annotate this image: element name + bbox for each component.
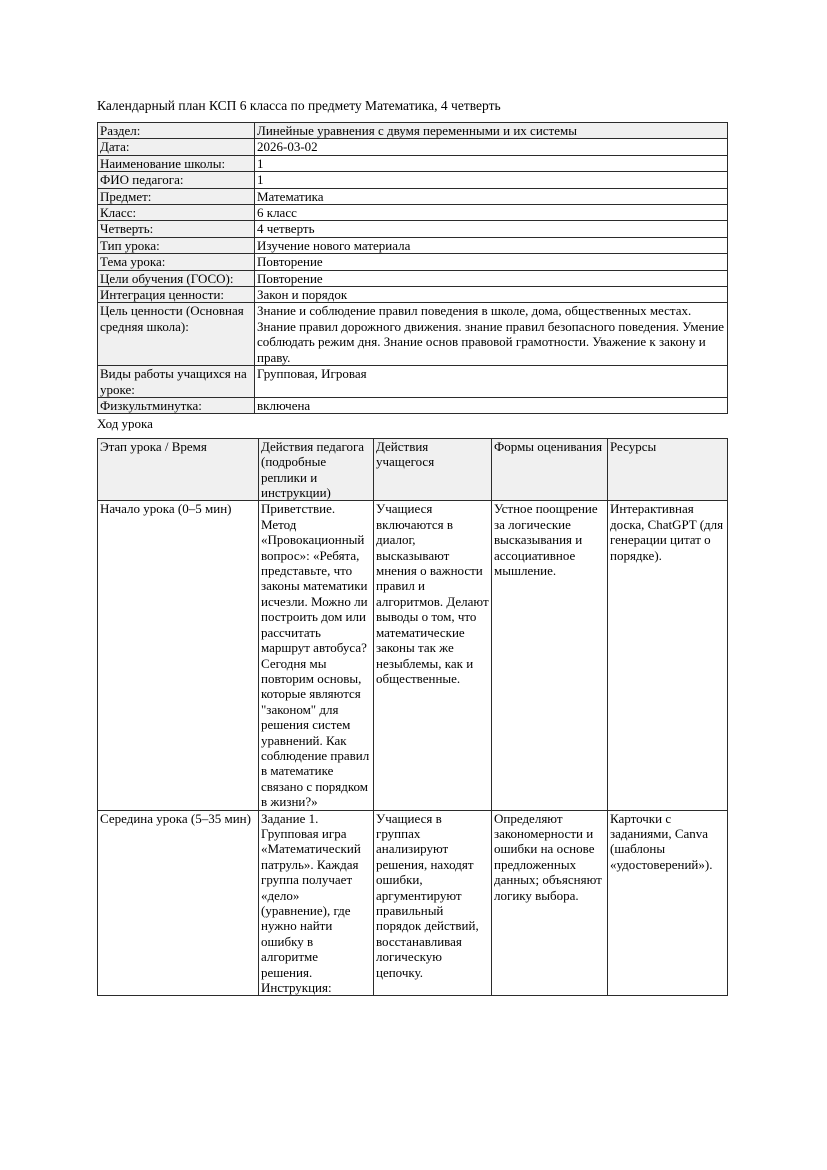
info-row (98, 123, 728, 139)
info-label: Тип урока: (98, 237, 255, 253)
teacher-actions-cell: Приветствие. Метод «Провокационный вопрос»: «Ребята, представьте, что законы математики исчезли. Можно ли построить дом или рассчитать маршрут автобуса? Сегодня мы повторим основы, которые являются "законом" для решения систем уравнений. Как соблюдение правил в математике связано с порядком в жизни?» (259, 501, 374, 810)
info-value: включена (255, 397, 728, 413)
column-header-student-actions: Действия учащегося (374, 438, 492, 501)
info-row (98, 237, 728, 253)
info-value: Линейные уравнения с двумя переменными и их системы (255, 123, 728, 139)
info-value: Групповая, Игровая (255, 366, 728, 398)
info-row (98, 155, 728, 171)
flow-header-row (98, 438, 728, 501)
info-row (98, 303, 728, 366)
student-actions-cell: Учащиеся в группах анализируют решения, находят ошибки, аргументируют правильный порядок действий, восстанавливая логическую цепочку. (374, 810, 492, 996)
resources-cell: Интерактивная доска, ChatGPT (для генерации цитат о порядке). (608, 501, 728, 810)
info-label: ФИО педагога: (98, 172, 255, 188)
info-label: Раздел: (98, 123, 255, 139)
info-label: Предмет: (98, 188, 255, 204)
info-row (98, 287, 728, 303)
info-value: 2026-03-02 (255, 139, 728, 155)
assessment-cell: Определяют закономерности и ошибки на основе предложенных данных; объясняют логику выбора. (492, 810, 608, 996)
info-label: Цель ценности (Основная средняя школа): (98, 303, 255, 366)
info-row (98, 172, 728, 188)
resources-cell: Карточки с заданиями, Canva (шаблоны «удостоверений»). (608, 810, 728, 996)
info-row (98, 139, 728, 155)
lesson-flow-table (97, 438, 728, 997)
lesson-info-table (97, 122, 728, 414)
column-header-assessment: Формы оценивания (492, 438, 608, 501)
info-value: 1 (255, 172, 728, 188)
column-header-stage: Этап урока / Время (98, 438, 259, 501)
info-label: Четверть: (98, 221, 255, 237)
column-header-teacher-actions: Действия педагога (подробные реплики и инструкции) (259, 438, 374, 501)
stage-cell: Начало урока (0–5 мин) (98, 501, 259, 810)
info-value: 1 (255, 155, 728, 171)
flow-row (98, 810, 728, 996)
info-label: Виды работы учащихся на уроке: (98, 366, 255, 398)
info-row (98, 188, 728, 204)
info-value: Закон и порядок (255, 287, 728, 303)
info-value: Математика (255, 188, 728, 204)
info-label: Цели обучения (ГОСО): (98, 270, 255, 286)
info-row (98, 221, 728, 237)
info-row (98, 397, 728, 413)
info-row (98, 270, 728, 286)
teacher-actions-cell: Задание 1. Групповая игра «Математический патруль». Каждая группа получает «дело» (уравнение), где нужно найти ошибку в алгоритме решения. Инструкция: (259, 810, 374, 996)
document-content (97, 98, 727, 996)
section-label: Ход урока (97, 416, 153, 432)
info-row (98, 205, 728, 221)
stage-cell: Середина урока (5–35 мин) (98, 810, 259, 996)
column-header-resources: Ресурсы (608, 438, 728, 501)
info-label: Тема урока: (98, 254, 255, 270)
info-row (98, 366, 728, 398)
info-value: Повторение (255, 270, 728, 286)
info-value: 6 класс (255, 205, 728, 221)
page-title: Календарный план КСП 6 класса по предмету Математика, 4 четверть (97, 98, 501, 113)
info-value: Изучение нового материала (255, 237, 728, 253)
info-label: Наименование школы: (98, 155, 255, 171)
info-row (98, 254, 728, 270)
info-label: Класс: (98, 205, 255, 221)
info-value: 4 четверть (255, 221, 728, 237)
info-value: Знание и соблюдение правил поведения в школе, дома, общественных местах. Знание правил дорожного движения. знание правил безопасного поведения. Умение соблюдать режим дня. Знание основ правовой грамотности. Уважение к закону и праву. (255, 303, 728, 366)
info-label: Интеграция ценности: (98, 287, 255, 303)
info-label: Дата: (98, 139, 255, 155)
flow-row (98, 501, 728, 810)
info-label: Физкультминутка: (98, 397, 255, 413)
info-value: Повторение (255, 254, 728, 270)
assessment-cell: Устное поощрение за логические высказывания и ассоциативное мышление. (492, 501, 608, 810)
student-actions-cell: Учащиеся включаются в диалог, высказывают мнения о важности правил и алгоритмов. Делают выводы о том, что математические законы так же незыблемы, как и общественные. (374, 501, 492, 810)
